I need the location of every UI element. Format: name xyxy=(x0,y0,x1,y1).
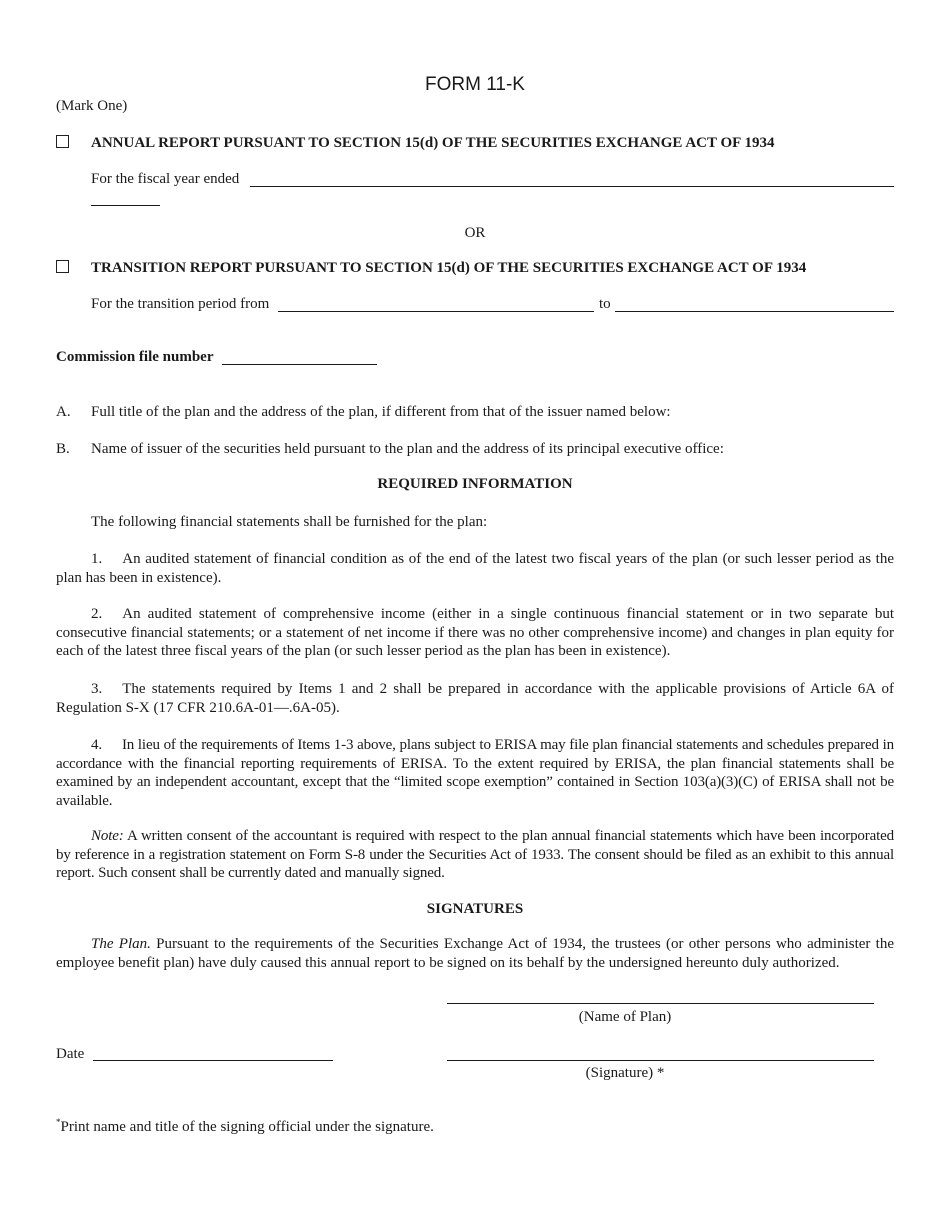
commission-file-label: Commission file number xyxy=(56,349,214,365)
fiscal-year-label: For the fiscal year ended xyxy=(91,171,240,187)
date-label: Date xyxy=(56,1046,85,1062)
transition-report-label: TRANSITION REPORT PURSUANT TO SECTION 15(d) OF THE SECURITIES EXCHANGE ACT OF 1934 xyxy=(91,260,807,276)
annual-report-label: ANNUAL REPORT PURSUANT TO SECTION 15(d) OF THE SECURITIES EXCHANGE ACT OF 1934 xyxy=(91,135,775,151)
name-of-plan-caption: (Name of Plan) xyxy=(578,1009,672,1025)
or-separator: OR xyxy=(464,225,486,241)
required-information-heading: REQUIRED INFORMATION xyxy=(377,476,573,492)
plan-paragraph xyxy=(56,935,894,972)
signatures-heading: SIGNATURES xyxy=(426,901,524,917)
form-title: FORM 11-K xyxy=(425,74,525,95)
transition-to-field[interactable] xyxy=(615,311,894,312)
required-item-3-text: The statements required by Items 1 and 2 shall be prepared in accordance with the applicable provisions of Article 6A of Regulation S-X (17 CFR 210.6A-01—.6A-05). xyxy=(56,681,894,716)
commission-file-field[interactable] xyxy=(222,364,377,365)
item-a-letter: A. xyxy=(56,404,71,420)
transition-from-label: For the transition period from xyxy=(91,296,270,312)
note-label: Note: xyxy=(91,828,124,844)
required-item-3 xyxy=(56,680,894,717)
footnote-mark: * xyxy=(56,1117,61,1127)
date-field[interactable] xyxy=(93,1060,333,1061)
annual-report-checkbox[interactable] xyxy=(56,135,69,148)
footnote xyxy=(56,1118,434,1137)
required-item-3-number: 3. xyxy=(91,681,103,697)
required-item-2-text: An audited statement of comprehensive income (either in a single continuous financial statement or in two separate but consecutive financial statements; or a statement of net income if there was no other comprehensive income) and changes in plan equity for each of the latest three fiscal years of the plan (or such lesser period as the plan has been in existence). xyxy=(56,606,894,659)
signature-caption: (Signature) * xyxy=(585,1065,665,1081)
required-item-1 xyxy=(56,550,894,587)
fiscal-year-field-continuation[interactable] xyxy=(91,205,160,206)
fiscal-year-field[interactable] xyxy=(250,186,894,187)
transition-from-field[interactable] xyxy=(278,311,594,312)
required-item-4 xyxy=(56,736,894,810)
item-b-letter: B. xyxy=(56,441,70,457)
required-item-4-number: 4. xyxy=(91,737,102,753)
required-item-4-text: In lieu of the requirements of Items 1-3 above, plans subject to ERISA may file plan financial statements and schedules prepared in accordance with the financial reporting requirements of ERISA. To the extent required by ERISA, the plan financial statements shall be examined by an independent accountant, except that the “limited scope exemption” contained in Section 103(a)(3)(C) of ERISA shall not be available. xyxy=(56,737,894,809)
required-item-1-text: An audited statement of financial condition as of the end of the latest two fiscal years of the plan (or such lesser period as the plan has been in existence). xyxy=(56,551,894,586)
mark-one-label: (Mark One) xyxy=(56,98,128,114)
signature-field[interactable] xyxy=(447,1060,874,1061)
name-of-plan-field[interactable] xyxy=(447,1003,874,1004)
item-a-text: Full title of the plan and the address of the plan, if different from that of the issuer named below: xyxy=(91,404,671,420)
required-intro: The following financial statements shall be furnished for the plan: xyxy=(91,514,488,530)
required-item-2 xyxy=(56,605,894,661)
transition-to-label: to xyxy=(599,296,611,312)
note-text: A written consent of the accountant is required with respect to the plan annual financial statements which have been incorporated by reference in a registration statement on Form S-8 under the Securities Act of 1933. The consent should be filed as an exhibit to this annual report. Such consent shall be currently dated and manually signed. xyxy=(56,828,894,881)
plan-label: The Plan. xyxy=(91,936,151,952)
note-paragraph xyxy=(56,827,894,883)
plan-text: Pursuant to the requirements of the Securities Exchange Act of 1934, the trustees (or other persons who administer the employee benefit plan) have duly caused this annual report to be signed on its behalf by the undersigned hereunto duly authorized. xyxy=(56,936,894,971)
required-item-2-number: 2. xyxy=(91,606,103,622)
transition-report-checkbox[interactable] xyxy=(56,260,69,273)
footnote-text: Print name and title of the signing official under the signature. xyxy=(60,1119,434,1135)
item-b-text: Name of issuer of the securities held pursuant to the plan and the address of its principal executive office: xyxy=(91,441,724,457)
required-item-1-number: 1. xyxy=(91,551,103,567)
